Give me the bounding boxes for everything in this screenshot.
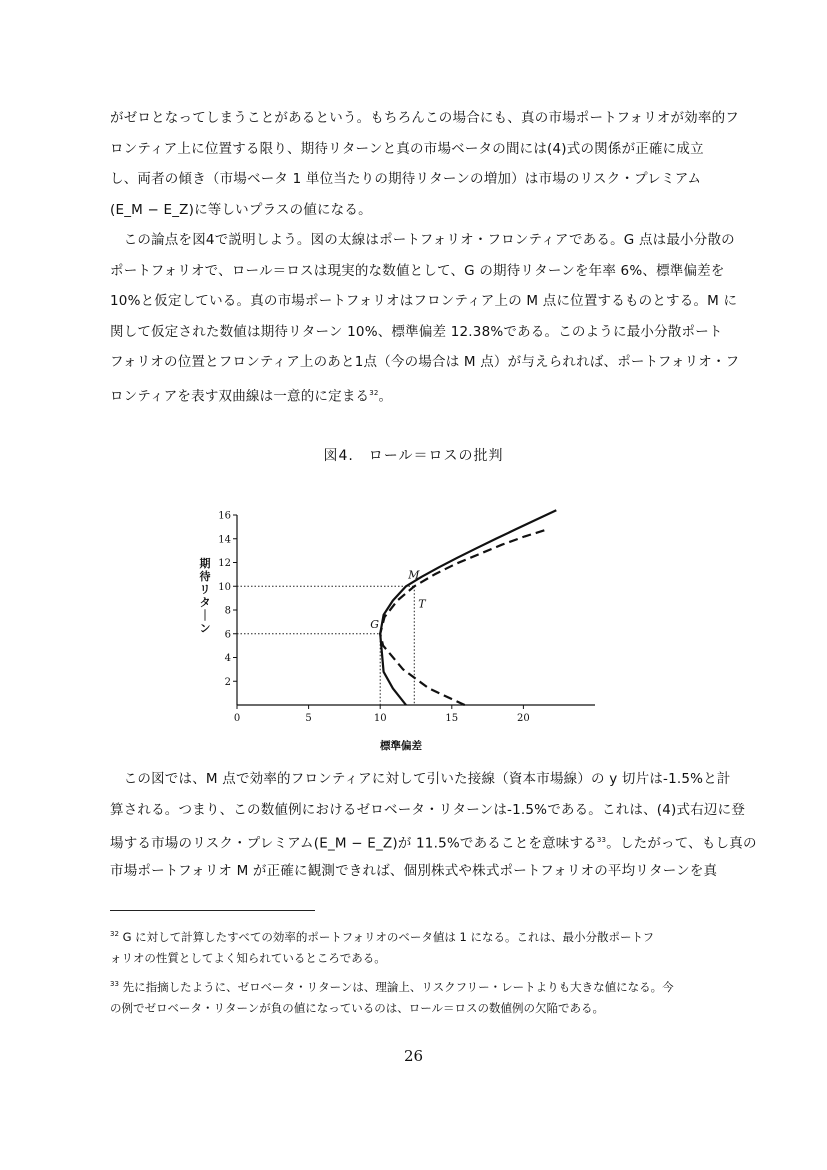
text-span: ロンティアを表す双曲線は一意的に定まる <box>110 388 370 404</box>
footnote-text: 先に指摘したように、ゼロベータ・リターンは、理論上、リスクフリー・レートよりも大きな値になる。今 <box>118 979 674 994</box>
y-tick-label: 2 <box>224 676 231 688</box>
y-axis-label-char: 期 <box>199 557 211 570</box>
footnote-line <box>110 922 714 946</box>
paragraph-2 <box>110 225 740 408</box>
y-axis-label-char: ン <box>199 622 211 635</box>
footnote-ref-33[interactable]: 33 <box>596 836 607 844</box>
text-line: 10%と仮定している。真の市場ポートフォリオはフロンティア上の M 点に位置するものとする。M に <box>110 293 738 309</box>
paragraph-1 <box>110 103 739 225</box>
chart <box>190 505 610 765</box>
text-span: 。 <box>378 388 393 404</box>
text-span: 。したがって、もし真の <box>606 835 757 852</box>
frontier-solid-line <box>380 510 556 705</box>
text-line <box>110 825 757 856</box>
footnote-line <box>110 972 714 996</box>
y-axis-label-char: リ <box>199 583 211 596</box>
text-line: この図では、M 点で効率的フロンティアに対して引いた接線（資本市場線）の y 切片は-1.5%と計 <box>110 771 731 787</box>
axes <box>218 511 595 725</box>
x-tick-label: 10 <box>373 713 387 724</box>
y-tick-label: 6 <box>224 629 231 641</box>
text-line: 関して仮定された数値は期待リターン 10%、標準偏差 12.38%である。このように最小分散ポート <box>110 323 723 340</box>
text-line: ポートフォリオで、ロール＝ロスは現実的な数値として、G の期待リターンを年率 6%、標準偏差を <box>110 262 725 279</box>
text-line: 市場ポートフォリオ M が正確に観測できれば、個別株式や株式ポートフォリオの平均リターンを真 <box>110 862 718 879</box>
footnote-mark: 32 <box>110 930 119 938</box>
footnote-33 <box>110 972 714 1020</box>
text-line: フォリオの位置とフロンティア上のあと1点（今の場合は M 点）が与えられれば、ポートフォリオ・フ <box>110 354 740 370</box>
x-tick-label: 5 <box>305 713 312 724</box>
y-axis-label-char: 待 <box>199 570 211 583</box>
text-line: ロンティア上に位置する限り、期待リターンと真の市場ベータの間には(4)式の関係が正確に成立 <box>110 140 704 157</box>
text-line: この論点を図4で説明しよう。図の太線はポートフォリオ・フロンティアである。G 点は最小分散の <box>110 232 735 248</box>
series <box>380 510 556 705</box>
x-tick-label: 0 <box>233 713 241 724</box>
y-tick-label: 10 <box>218 581 231 593</box>
paragraph-3 <box>110 764 757 886</box>
y-tick-label: 12 <box>218 558 231 569</box>
footnote-ref-32[interactable]: 32 <box>369 388 379 397</box>
point-label-m: M <box>408 568 420 582</box>
footnote-32 <box>110 922 714 970</box>
footnote-text: G に対して計算したすべての効率的ポートフォリオのベータ値は 1 になる。これは、最小分散ポートフ <box>118 929 655 944</box>
text-line: し、両者の傾き（市場ベータ 1 単位当たりの期待リターンの増加）は市場のリスク・プレミアム <box>110 171 702 187</box>
footnote-line: の例でゼロベータ・リターンが負の値になっているのは、ロール＝ロスの数値例の欠陥である。 <box>110 1001 605 1015</box>
point-label-t: T <box>418 597 426 611</box>
x-tick-label: 20 <box>517 713 530 724</box>
guide-lines <box>237 586 414 705</box>
x-tick-label: 15 <box>445 713 459 724</box>
x-axis-label: 標準偏差 <box>380 740 422 752</box>
point-label-g: G <box>370 617 379 631</box>
text-line: 算される。つまり、この数値例におけるゼロベータ・リターンは-1.5%である。これは、(4)式右辺に登 <box>110 801 746 818</box>
text-span: 場する市場のリスク・プレミアム(E_M − E_Z)が 11.5%であることを意味する <box>110 835 597 852</box>
figure-caption: 図4. ロール＝ロスの批判 <box>323 448 504 464</box>
page-number: 26 <box>403 1047 424 1065</box>
y-tick-label: 8 <box>224 605 231 617</box>
y-tick-label: 14 <box>218 534 231 546</box>
text-line: がゼロとなってしまうことがあるという。もちろんこの場合にも、真の市場ポートフォリオが効率的フ <box>110 110 739 126</box>
y-axis-label-char: ｜ <box>199 609 211 622</box>
y-tick-label: 16 <box>218 510 231 522</box>
text-line <box>110 378 714 409</box>
footnote-line: ォリオの性質としてよく知られているところである。 <box>110 951 386 965</box>
footnote-divider <box>110 910 315 911</box>
y-tick-label: 4 <box>224 653 231 664</box>
y-axis-label-char: タ <box>199 596 211 609</box>
text-line: (E_M − E_Z)に等しいプラスの値になる。 <box>110 201 372 218</box>
footnote-mark: 33 <box>110 980 119 988</box>
